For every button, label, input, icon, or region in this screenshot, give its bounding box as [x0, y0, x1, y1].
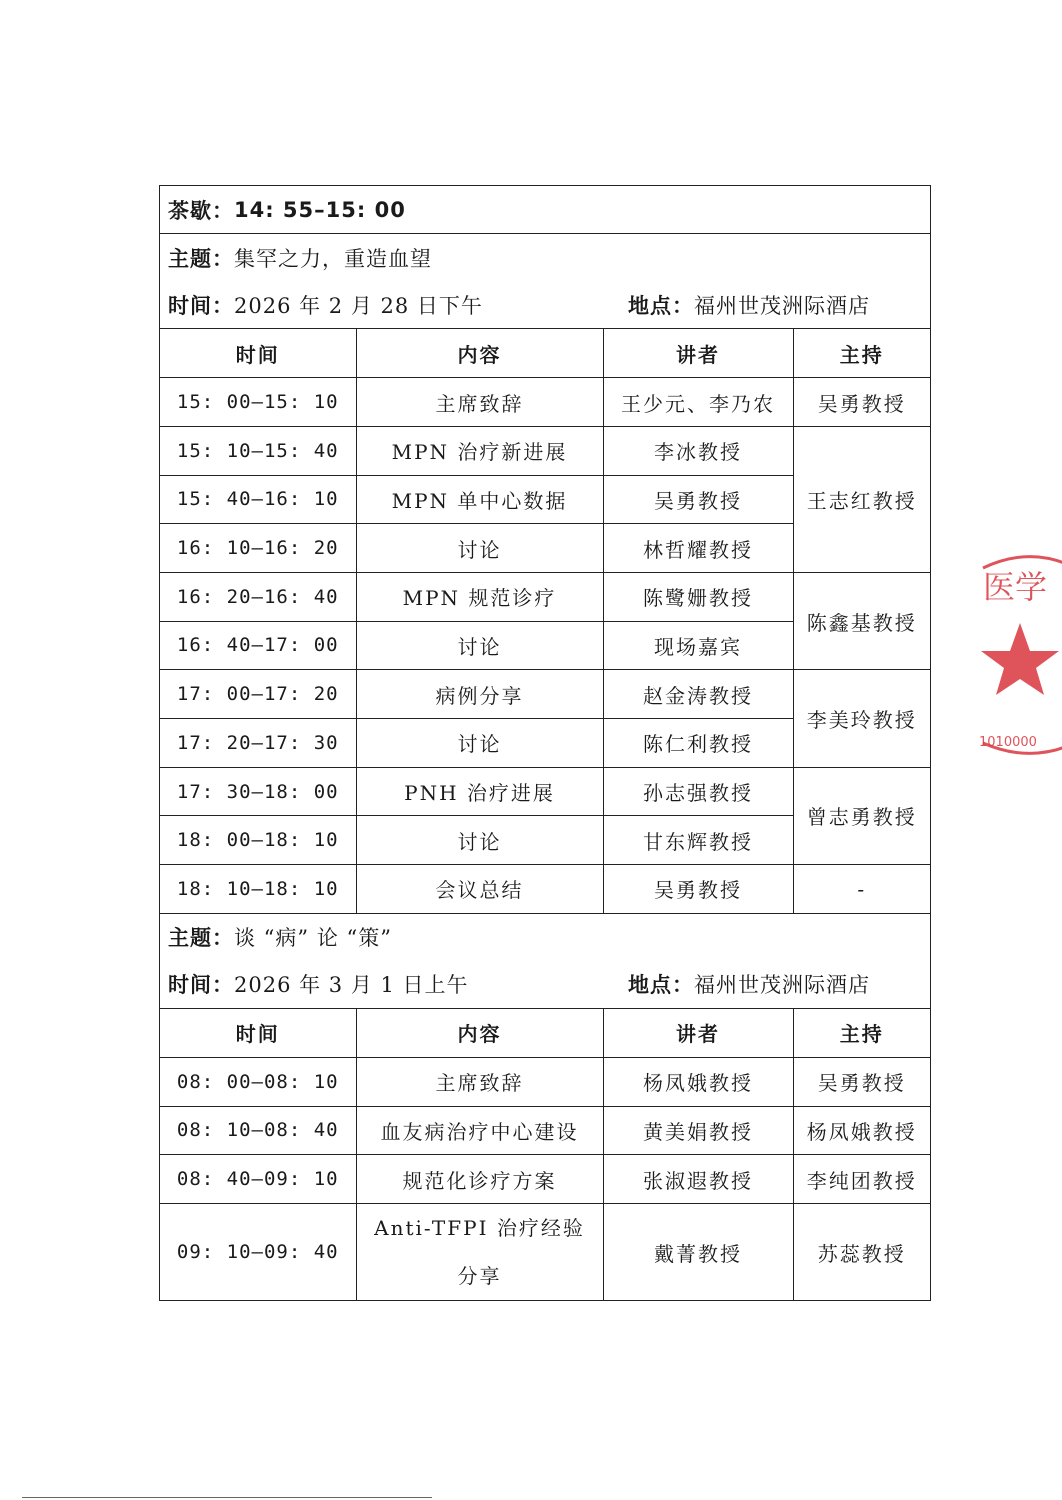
seal-text-bottom: 1010000 — [979, 735, 1037, 750]
cell-time: 18: 00–18: 10 — [160, 816, 356, 865]
session2-time-place — [160, 961, 930, 1008]
cell-speaker: 王少元、李乃农 — [603, 378, 793, 427]
cell-content: PNH 治疗进展 — [356, 767, 603, 816]
place-label: 地点： — [628, 973, 694, 998]
cell-host: - — [793, 865, 930, 914]
table-row — [160, 572, 930, 621]
session1-table — [160, 329, 930, 914]
tea-break-label: 茶歇： — [168, 198, 234, 223]
cell-content: 规范化诊疗方案 — [356, 1155, 603, 1204]
cell-time: 15: 40–16: 10 — [160, 475, 356, 524]
content-line: Anti-TFPI 治疗经验 — [374, 1216, 585, 1240]
seal-text-top: 医学 — [983, 568, 1048, 606]
place-text: 福州世茂洲际酒店 — [694, 293, 870, 318]
cell-time: 17: 30–18: 00 — [160, 767, 356, 816]
cell-time: 08: 00–08: 10 — [160, 1057, 356, 1106]
theme-text: 谈 “病” 论 “策” — [234, 926, 392, 951]
cell-content: 讨论 — [356, 719, 603, 768]
cell-speaker: 孙志强教授 — [603, 767, 793, 816]
cell-content: 病例分享 — [356, 670, 603, 719]
time-label: 时间： — [168, 293, 234, 318]
cell-speaker: 赵金涛教授 — [603, 670, 793, 719]
header-host: 主持 — [793, 329, 930, 378]
table-row — [160, 1155, 930, 1204]
place-group — [628, 290, 870, 320]
table-row — [160, 1204, 930, 1301]
cell-speaker: 吴勇教授 — [603, 865, 793, 914]
cell-time: 17: 00–17: 20 — [160, 670, 356, 719]
table-row — [160, 426, 930, 475]
cell-time: 15: 00–15: 10 — [160, 378, 356, 427]
session2-theme — [160, 914, 930, 961]
cell-time: 16: 10–16: 20 — [160, 524, 356, 573]
session1-theme — [160, 234, 930, 281]
cell-speaker: 陈鹭姗教授 — [603, 572, 793, 621]
cell-content: MPN 规范诊疗 — [356, 572, 603, 621]
header-time: 时间 — [160, 329, 356, 378]
cell-content — [356, 1204, 603, 1301]
place-text: 福州世茂洲际酒店 — [694, 973, 870, 998]
cell-speaker: 甘东辉教授 — [603, 816, 793, 865]
cell-speaker: 林哲耀教授 — [603, 524, 793, 573]
theme-label: 主题： — [168, 246, 234, 271]
cell-time: 16: 20–16: 40 — [160, 572, 356, 621]
cell-host: 吴勇教授 — [793, 378, 930, 427]
header-content: 内容 — [356, 1009, 603, 1058]
cell-content: 会议总结 — [356, 865, 603, 914]
time-label: 时间： — [168, 973, 234, 998]
header-speaker: 讲者 — [603, 329, 793, 378]
cell-host: 曾志勇教授 — [793, 767, 930, 864]
cell-time: 15: 10–15: 40 — [160, 426, 356, 475]
cell-host: 吴勇教授 — [793, 1057, 930, 1106]
header-time: 时间 — [160, 1009, 356, 1058]
cell-host: 李美玲教授 — [793, 670, 930, 767]
cell-time: 18: 10–18: 10 — [160, 865, 356, 914]
tea-break — [160, 186, 930, 234]
cell-speaker: 现场嘉宾 — [603, 621, 793, 670]
table-row — [160, 767, 930, 816]
table-row — [160, 670, 930, 719]
session2-meta — [160, 914, 930, 1009]
cell-time: 16: 40–17: 00 — [160, 621, 356, 670]
tea-break-time: 14: 55–15: 00 — [234, 197, 406, 222]
cell-content: 讨论 — [356, 524, 603, 573]
cell-speaker: 张淑遐教授 — [603, 1155, 793, 1204]
header-speaker: 讲者 — [603, 1009, 793, 1058]
date-text: 2026 年 2 月 28 日下午 — [234, 293, 483, 318]
cell-speaker: 陈仁利教授 — [603, 719, 793, 768]
table-row — [160, 378, 930, 427]
cell-time: 17: 20–17: 30 — [160, 719, 356, 768]
date-text: 2026 年 3 月 1 日上午 — [234, 973, 469, 998]
cell-speaker: 戴菁教授 — [603, 1204, 793, 1301]
cell-host: 王志红教授 — [793, 426, 930, 572]
star-icon — [981, 623, 1059, 695]
cell-content: 讨论 — [356, 621, 603, 670]
cell-content: MPN 单中心数据 — [356, 475, 603, 524]
cell-time: 09: 10–09: 40 — [160, 1204, 356, 1301]
official-seal — [975, 548, 1062, 763]
table-row — [160, 865, 930, 914]
cell-host: 杨凤娥教授 — [793, 1106, 930, 1155]
cell-time: 08: 10–08: 40 — [160, 1106, 356, 1155]
place-group — [628, 969, 870, 999]
cell-speaker: 黄美娟教授 — [603, 1106, 793, 1155]
table-header-row — [160, 329, 930, 378]
theme-label: 主题： — [168, 926, 234, 951]
table-header-row — [160, 1009, 930, 1058]
cell-speaker: 吴勇教授 — [603, 475, 793, 524]
footer-rule — [22, 1497, 432, 1498]
table-row — [160, 1106, 930, 1155]
cell-host: 陈鑫基教授 — [793, 572, 930, 669]
place-label: 地点： — [628, 293, 694, 318]
cell-time: 08: 40–09: 10 — [160, 1155, 356, 1204]
table-row — [160, 1057, 930, 1106]
cell-host: 苏蕊教授 — [793, 1204, 930, 1301]
cell-content: 主席致辞 — [356, 1057, 603, 1106]
header-host: 主持 — [793, 1009, 930, 1058]
cell-speaker: 李冰教授 — [603, 426, 793, 475]
header-content: 内容 — [356, 329, 603, 378]
session2-table — [160, 1009, 930, 1300]
theme-text: 集罕之力，重造血望 — [234, 246, 432, 271]
cell-content: 血友病治疗中心建设 — [356, 1106, 603, 1155]
session1-meta — [160, 234, 930, 329]
cell-content: 主席致辞 — [356, 378, 603, 427]
cell-speaker: 杨凤娥教授 — [603, 1057, 793, 1106]
agenda-sheet — [159, 185, 931, 1301]
cell-content: MPN 治疗新进展 — [356, 426, 603, 475]
cell-host: 李纯团教授 — [793, 1155, 930, 1204]
content-line: 分享 — [457, 1264, 502, 1288]
session1-time-place — [160, 281, 930, 328]
cell-content: 讨论 — [356, 816, 603, 865]
